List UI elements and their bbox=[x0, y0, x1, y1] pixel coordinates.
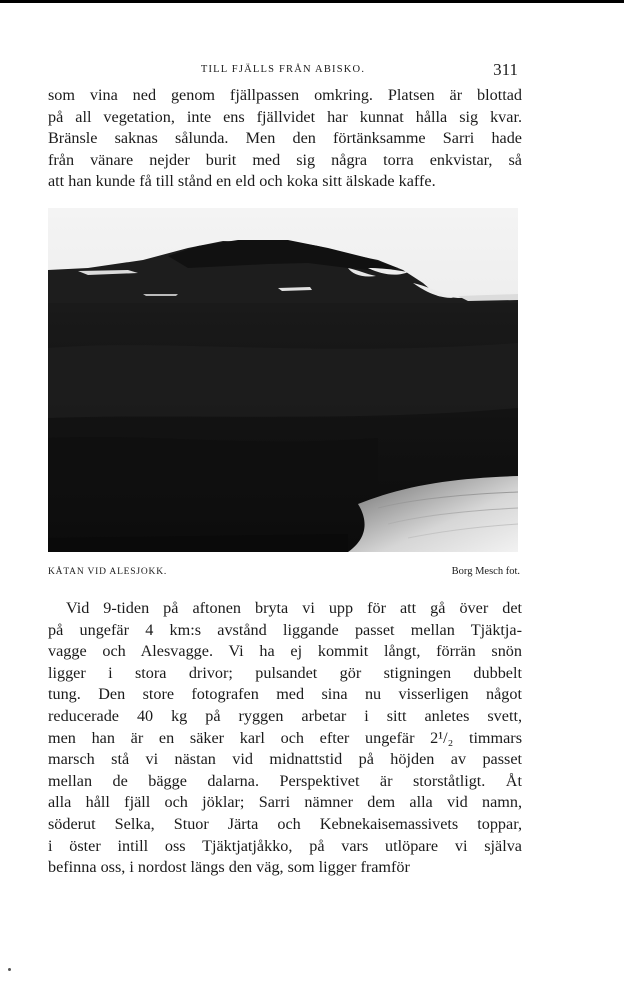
text-line: alla håll fjäll och jöklar; Sarri nämner dem alla vid namn, bbox=[48, 793, 522, 812]
text-line: reducerade 40 kg på ryggen arbetar i sitt anletes svett, bbox=[48, 706, 522, 725]
text-line: att han kunde få till stånd en eld och koka sitt älskade kaffe. bbox=[48, 172, 436, 191]
text-line: i öster intill oss Tjäktjatjåkko, på vars utlöpare vi själva bbox=[48, 836, 522, 855]
text-line: som vina ned genom fjällpassen omkring. Platsen är blottad bbox=[48, 86, 522, 104]
paper-speck bbox=[8, 968, 11, 971]
text-line: mellan de bägge dalarna. Perspektivet är storståtligt. Åt bbox=[48, 771, 522, 790]
text-line: Vid 9-tiden på aftonen bryta vi upp för att gå över det bbox=[66, 599, 522, 617]
text-line: söderut Selka, Stuor Järta och Kebnekaisemassivets toppar, bbox=[48, 814, 522, 833]
page-number: 311 bbox=[493, 60, 518, 79]
text-line: marsch stå vi nästan vid midnattstid på höjden av passet bbox=[48, 750, 522, 769]
page-top-rule bbox=[0, 0, 624, 3]
photo-credit: Borg Mesch fot. bbox=[451, 566, 520, 577]
text-line: men han är en säker karl och efter ungefär 2¹/₂ timmars bbox=[48, 728, 522, 747]
text-line: vagge och Alesvagge. Vi ha ej kommit långt, förrän snön bbox=[48, 642, 522, 661]
running-title: TILL FJÄLLS FRÅN ABISKO. bbox=[200, 64, 366, 75]
figure-caption: KÅTAN VID ALESJOKK. bbox=[48, 567, 168, 577]
text-line: på all vegetation, inte ens fjällvidet har kunnat hålla sig kvar. bbox=[48, 107, 522, 126]
text-line: Bränsle saknas sålunda. Men den förtänksamme Sarri hade bbox=[48, 129, 522, 148]
paragraph-bottom bbox=[48, 598, 522, 879]
text-line: befinna oss, i nordost längs den väg, som ligger framför bbox=[48, 858, 410, 877]
text-line: ligger i stora drivor; pulsandet gör stigningen dubbelt bbox=[48, 663, 522, 682]
paragraph-top bbox=[48, 85, 522, 193]
text-line: tung. Den store fotografen med sina nu visserligen något bbox=[48, 685, 522, 704]
landscape-photograph bbox=[48, 208, 518, 552]
running-header bbox=[48, 60, 518, 80]
text-line: från vänare nejder burit med sig några torra enkvistar, så bbox=[48, 150, 522, 169]
text-line: på ungefär 4 km:s avstånd liggande passet mellan Tjäktja- bbox=[48, 620, 522, 639]
